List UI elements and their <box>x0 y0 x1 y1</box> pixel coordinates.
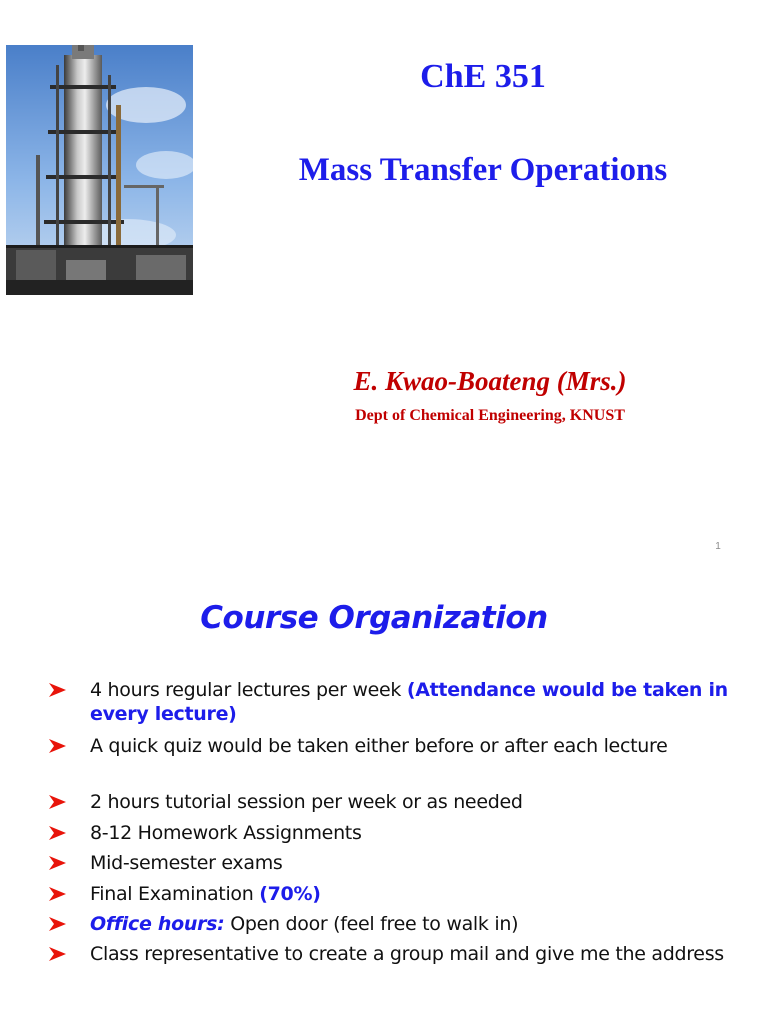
page-number: 1 <box>715 541 721 552</box>
arrowhead-bullet-icon <box>48 825 68 841</box>
distillation-column-photo <box>6 45 193 295</box>
slide-heading: Course Organization <box>200 600 548 636</box>
bullet-text: 8-12 Homework Assignments <box>90 822 362 844</box>
bullet-highlight: (Attendance would be taken in every lecture) <box>90 679 728 725</box>
course-organization-slide <box>0 578 768 1024</box>
arrowhead-bullet-icon <box>48 886 68 902</box>
bullet-text: A quick quiz would be taken either before or after each lecture <box>90 735 668 757</box>
arrowhead-bullet-icon <box>48 855 68 871</box>
course-code: ChE 351 <box>420 58 546 95</box>
bullet-text: Mid-semester exams <box>90 852 283 874</box>
arrowhead-bullet-icon <box>48 946 68 962</box>
arrowhead-bullet-icon <box>48 682 68 698</box>
arrowhead-bullet-icon <box>48 794 68 810</box>
department: Dept of Chemical Engineering, KNUST <box>355 407 625 424</box>
bullet-text: Open door (feel free to walk in) <box>224 913 519 935</box>
bullet-text: 4 hours regular lectures per week <box>90 679 407 701</box>
bullet-text: Class representative to create a group mail and give me the address <box>90 943 724 965</box>
author-name: E. Kwao-Boateng (Mrs.) <box>353 366 627 396</box>
office-hours-label: Office hours: <box>90 913 225 935</box>
bullet-text: 2 hours tutorial session per week or as needed <box>90 791 523 813</box>
bullet-text: Final Examination <box>90 883 260 905</box>
bullet-highlight: (70%) <box>259 883 321 905</box>
arrowhead-bullet-icon <box>48 738 68 754</box>
arrowhead-bullet-icon <box>48 916 68 932</box>
course-title: Mass Transfer Operations <box>298 152 668 188</box>
